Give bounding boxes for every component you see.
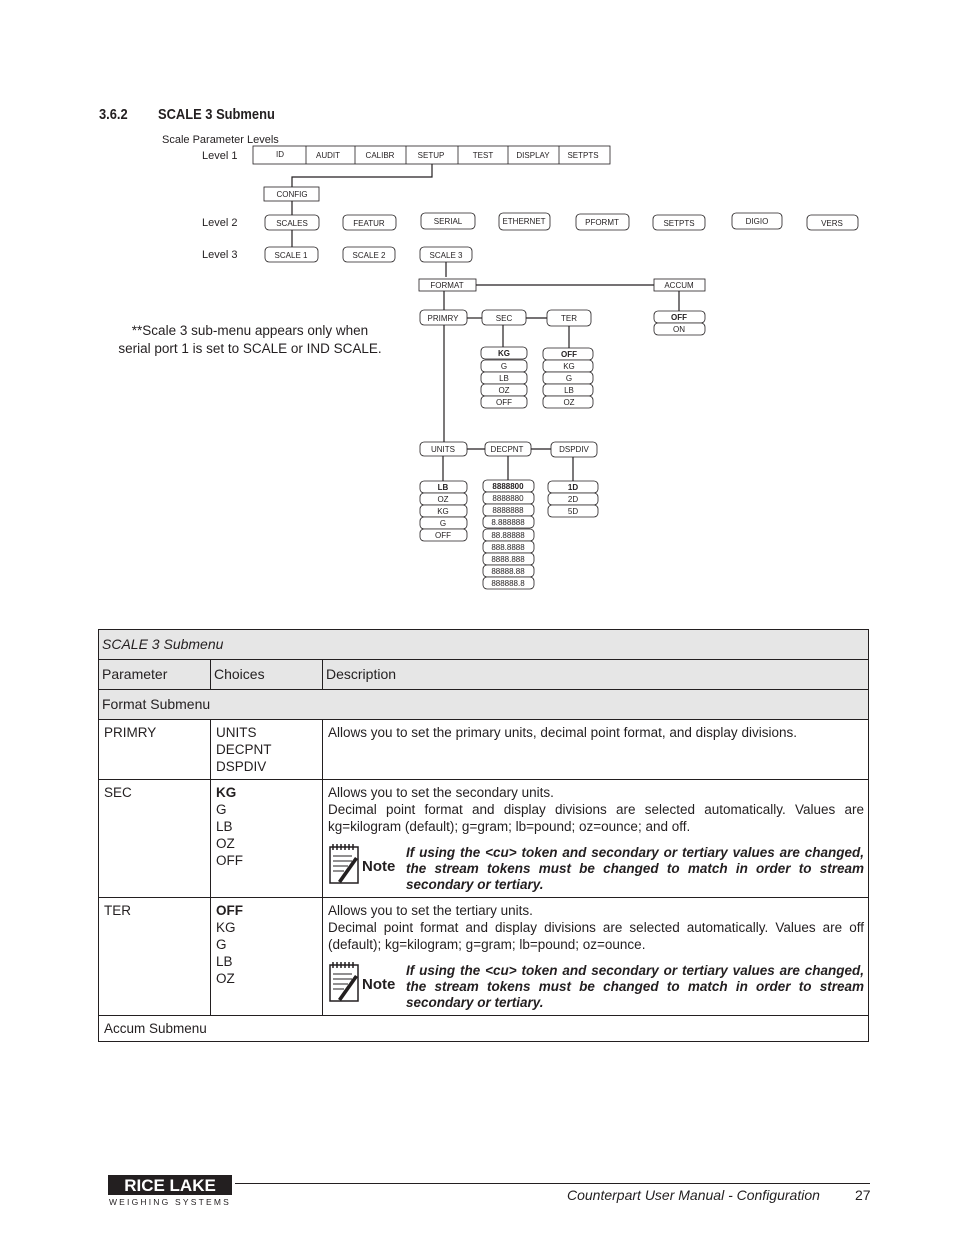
menu-item-vers: VERS	[821, 219, 843, 228]
menu-item-featur: FEATUR	[353, 219, 385, 228]
desc-sec-line-2: Decimal point format and display divisions are selected automatically. Values are kg=kilogram (default); g=gram; lb=pound; oz=ounce; and off.	[328, 802, 864, 834]
menu-item-primry: PRIMRY	[427, 314, 459, 323]
note-callout	[328, 845, 864, 893]
dspdiv-option-1d: 1D	[567, 483, 579, 492]
decpnt-option-8888888: 8888888	[492, 506, 524, 515]
decpnt-option-8-888888: 8.888888	[491, 518, 525, 527]
menu-item-display: DISPLAY	[516, 151, 550, 160]
decpnt-option-88-88888: 88.88888	[491, 531, 525, 540]
decpnt-option-88888-88: 88888.88	[491, 567, 525, 576]
decpnt-option-8888-888: 8888.888	[491, 555, 525, 564]
choice-lb: LB	[216, 819, 233, 834]
sec-option-g: G	[500, 362, 508, 371]
note-icon	[328, 961, 400, 1005]
param-primry: PRIMRY	[99, 720, 211, 780]
choice-dspdiv: DSPDIV	[216, 759, 267, 774]
footer-rule	[235, 1183, 870, 1184]
note-line-2: serial port 1 is set to SCALE or IND SCALE.	[118, 341, 382, 356]
dspdiv-options	[548, 481, 598, 517]
diagram-caption: Scale Parameter Levels	[162, 134, 279, 146]
choice-off: OFF	[216, 853, 243, 868]
svg-text:Note: Note	[362, 976, 396, 993]
choice-units: UNITS	[216, 725, 257, 740]
svg-text:RICE LAKE: RICE LAKE	[124, 1176, 216, 1195]
menu-item-scales: SCALES	[276, 219, 308, 228]
table-row	[99, 898, 869, 1016]
menu-item-audit: AUDIT	[316, 151, 340, 160]
choice-oz: OZ	[216, 836, 235, 851]
dspdiv-option-2d: 2D	[567, 495, 579, 504]
rice-lake-logo	[108, 1174, 238, 1208]
desc-ter-line-2: Decimal point format and display divisions are selected automatically. Values are off (default); kg=kilogram; g=gram; lb=pound; oz=ounce.	[328, 920, 864, 952]
svg-text:ACCUM: ACCUM	[664, 281, 694, 290]
menu-item-ter: TER	[561, 314, 577, 323]
table-title-row	[99, 630, 869, 660]
column-header-choices: Choices	[211, 660, 323, 690]
choices-primry	[211, 720, 323, 780]
menu-item-id: ID	[276, 150, 284, 159]
sec-option-kg: KG	[498, 349, 510, 358]
svg-text:FORMAT: FORMAT	[430, 281, 464, 290]
ter-option-g: G	[565, 374, 573, 383]
ter-options	[543, 348, 593, 408]
units-options	[420, 481, 467, 541]
menu-item-test: TEST	[472, 151, 494, 160]
format-submenu-row	[420, 310, 591, 326]
dspdiv-option-5d: 5D	[567, 507, 579, 516]
choice-decpnt: DECPNT	[216, 742, 272, 757]
table-title: SCALE 3 Submenu	[99, 630, 869, 660]
desc-ter-line-1: Allows you to set the tertiary units.	[328, 903, 533, 918]
svg-text:WEIGHING SYSTEMS: WEIGHING SYSTEMS	[108, 1197, 232, 1207]
decpnt-option-8888800: 8888800	[492, 482, 524, 491]
primry-submenu-row	[420, 442, 597, 457]
svg-text:CONFIG: CONFIG	[276, 190, 308, 199]
choice-kg: KG	[216, 920, 236, 935]
menu-item-setup: SETUP	[417, 151, 445, 160]
svg-text:Note: Note	[362, 858, 396, 875]
level-3-menu	[265, 247, 472, 262]
menu-tree-diagram	[0, 0, 954, 600]
footer-page-number: 27	[855, 1187, 871, 1203]
section-number: 3.6.2	[99, 106, 128, 123]
menu-item-digio: DIGIO	[745, 217, 769, 226]
ter-option-oz: OZ	[563, 398, 575, 407]
menu-item-scale-1: SCALE 1	[274, 251, 308, 260]
level-2-label: Level 2	[202, 217, 238, 229]
menu-item-pformt: PFORMT	[585, 218, 619, 227]
units-option-off: OFF	[435, 531, 451, 540]
menu-item-setpts: SETPTS	[567, 151, 599, 160]
decpnt-option-888888-8: 888888.8	[491, 579, 525, 588]
table-row	[99, 780, 869, 898]
menu-item-sec: SEC	[495, 314, 513, 323]
desc-sec	[323, 780, 869, 898]
sec-option-oz: OZ	[498, 386, 510, 395]
accum-submenu-heading-row	[99, 1016, 869, 1042]
scale-3-availability-note	[112, 322, 388, 358]
accum-options	[654, 311, 705, 335]
menu-item-accum	[654, 279, 705, 291]
units-option-kg: KG	[437, 507, 449, 516]
accum-submenu-heading: Accum Submenu	[99, 1016, 869, 1042]
menu-item-format	[419, 279, 476, 291]
units-option-oz: OZ	[437, 495, 449, 504]
level-2-menu	[265, 213, 858, 230]
format-submenu-heading-row	[99, 690, 869, 720]
desc-sec-line-1: Allows you to set the secondary units.	[328, 785, 554, 800]
scale-3-parameter-table	[98, 629, 869, 1042]
ter-option-kg: KG	[563, 362, 575, 371]
desc-primry-text: Allows you to set the primary units, decimal point format, and display divisions.	[328, 725, 797, 740]
ter-option-lb: LB	[564, 386, 574, 395]
table-header-row	[99, 660, 869, 690]
sec-options	[481, 347, 527, 408]
units-option-g: G	[439, 519, 447, 528]
column-header-parameter: Parameter	[99, 660, 211, 690]
param-ter: TER	[99, 898, 211, 1016]
note-callout	[328, 963, 864, 1011]
footer-manual-title: Counterpart User Manual - Configuration	[567, 1187, 820, 1203]
note-icon	[328, 843, 400, 887]
sec-option-off: OFF	[496, 398, 512, 407]
menu-item-serial: SERIAL	[433, 217, 463, 226]
choice-kg: KG	[216, 785, 237, 800]
sec-option-lb: LB	[499, 374, 509, 383]
decpnt-option-888-8888: 888.8888	[491, 543, 525, 552]
desc-ter	[323, 898, 869, 1016]
menu-item-setpts-l2: SETPTS	[663, 219, 695, 228]
menu-item-scale-3: SCALE 3	[429, 251, 463, 260]
menu-item-dspdiv: DSPDIV	[559, 445, 589, 454]
ter-option-off: OFF	[561, 350, 577, 359]
column-header-description: Description	[323, 660, 869, 690]
choice-g: G	[216, 802, 227, 817]
decpnt-option-8888880: 8888880	[492, 494, 524, 503]
menu-item-ethernet: ETHERNET	[502, 217, 546, 226]
accum-option-on: ON	[673, 325, 685, 334]
section-title: SCALE 3 Submenu	[158, 106, 275, 123]
note-line-1: **Scale 3 sub-menu appears only when	[131, 323, 369, 338]
choice-oz: OZ	[216, 971, 235, 986]
note-text-ter: If using the <cu> token and secondary or tertiary values are changed, the stream tokens must be changed to match in order to stream secondary or tertiary.	[406, 963, 864, 1010]
accum-option-off: OFF	[671, 313, 687, 322]
decpnt-options	[483, 480, 534, 589]
menu-item-calibr: CALIBR	[365, 151, 395, 160]
units-option-lb: LB	[437, 483, 449, 492]
note-text-sec: If using the <cu> token and secondary or tertiary values are changed, the stream tokens must be changed to match in order to stream secondary or tertiary.	[406, 845, 864, 892]
param-sec: SEC	[99, 780, 211, 898]
level-1-menu-bar	[253, 146, 610, 164]
menu-item-units: UNITS	[431, 445, 455, 454]
level-3-label: Level 3	[202, 249, 238, 261]
menu-item-config	[264, 187, 319, 201]
choice-lb: LB	[216, 954, 233, 969]
choice-off: OFF	[216, 903, 243, 918]
table-row	[99, 720, 869, 780]
choices-sec	[211, 780, 323, 898]
level-1-label: Level 1	[202, 150, 238, 162]
menu-item-decpnt: DECPNT	[490, 445, 524, 454]
desc-primry	[323, 720, 869, 780]
choices-ter	[211, 898, 323, 1016]
format-submenu-heading: Format Submenu	[99, 690, 869, 720]
choice-g: G	[216, 937, 227, 952]
menu-item-scale-2: SCALE 2	[352, 251, 386, 260]
